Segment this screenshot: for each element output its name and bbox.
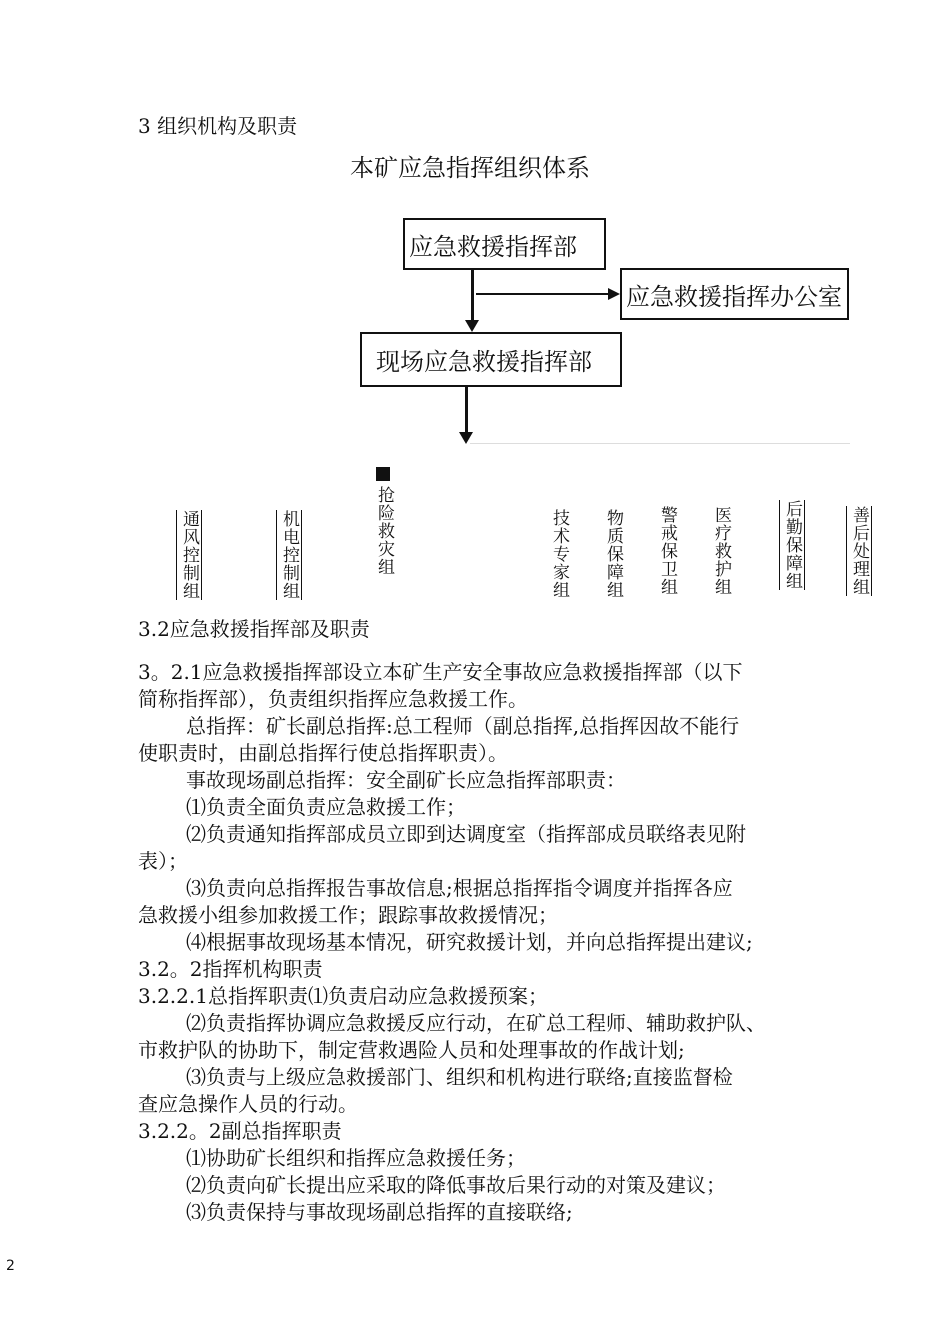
group-rescue: 抢险救灾组 (374, 486, 394, 576)
connector-top-mid (471, 270, 474, 322)
connector-to-office (476, 293, 610, 295)
paragraph-line: 表）； (138, 849, 188, 873)
paragraph-line: 简称指挥部），负责组织指挥应急救援工作。 (138, 687, 528, 711)
page-number: 2 (6, 1258, 15, 1274)
paragraph-line: 急救援小组参加救援工作；跟踪事故救援情况； (138, 903, 558, 927)
paragraph-line: 3.2.2.1总指挥职责⑴负责启动应急救援预案； (138, 984, 548, 1008)
paragraph-line: 事故现场副总指挥：安全副矿长应急指挥部职责： (186, 768, 626, 792)
paragraph-line: 市救护队的协助下，制定营救遇险人员和处理事故的作战计划; (138, 1038, 685, 1062)
paragraph-line: 3。2.1应急救援指挥部设立本矿生产安全事故应急救援指挥部（以下 (138, 660, 743, 684)
group-electromechanical: 机电控制组 (276, 510, 302, 600)
paragraph-line: ⑶负责保持与事故现场副总指挥的直接联络; (186, 1200, 573, 1224)
paragraph-line: ⑵负责通知指挥部成员立即到达调度室（指挥部成员联络表见附 (186, 822, 746, 846)
paragraph-line: ⑴协助矿长组织和指挥应急救援任务； (186, 1146, 526, 1170)
group-aftermath: 善后处理组 (846, 506, 872, 596)
bullet-square-icon (376, 467, 390, 481)
field-command-box: 现场应急救援指挥部 (360, 332, 622, 387)
paragraph-line: ⑵负责向矿长提出应采取的降低事故后果行动的对策及建议； (186, 1173, 726, 1197)
paragraph-line: ⑵负责指挥协调应急救援反应行动，在矿总工程师、辅助救护队、 (186, 1011, 766, 1035)
diagram-title: 本矿应急指挥组织体系 (350, 154, 590, 182)
arrow-down-icon (465, 320, 479, 332)
group-material-support: 物质保障组 (603, 509, 623, 599)
paragraph-line: ⑷根据事故现场基本情况，研究救援计划，并向总指挥提出建议; (186, 930, 753, 954)
subsection-heading: 3.2应急救援指挥部及职责 (138, 617, 370, 641)
paragraph-line: 查应急操作人员的行动。 (138, 1092, 358, 1116)
group-technical-experts: 技术专家组 (549, 509, 569, 599)
paragraph-line: ⑶负责向总指挥报告事故信息;根据总指挥指令调度并指挥各应 (186, 876, 733, 900)
subsection-heading: 3.2。2指挥机构职责 (138, 957, 323, 981)
body-text (138, 616, 838, 1226)
arrow-right-icon (608, 288, 620, 300)
top-box: 应急救援指挥部 (403, 218, 606, 270)
group-security: 警戒保卫组 (657, 506, 677, 596)
paragraph-line: ⑴负责全面负责应急救援工作； (186, 795, 466, 819)
paragraph-line: 使职责时，由副总指挥行使总指挥职责）。 (138, 741, 508, 765)
paragraph-line: ⑶负责与上级应急救援部门、组织和机构进行联络;直接监督检 (186, 1065, 733, 1089)
office-box: 应急救援指挥办公室 (620, 268, 849, 320)
group-medical: 医疗救护组 (711, 506, 731, 596)
subsection-heading: 3.2.2。2副总指挥职责 (138, 1119, 342, 1143)
group-ventilation: 通风控制组 (176, 510, 202, 600)
group-logistics: 后勤保障组 (779, 500, 805, 590)
paragraph-line: 总指挥：矿长副总指挥:总工程师（副总指挥,总指挥因故不能行 (186, 714, 740, 738)
connector-mid-groups (465, 387, 468, 433)
group-baseline (470, 443, 850, 444)
section-heading: 3 组织机构及职责 (138, 114, 298, 138)
